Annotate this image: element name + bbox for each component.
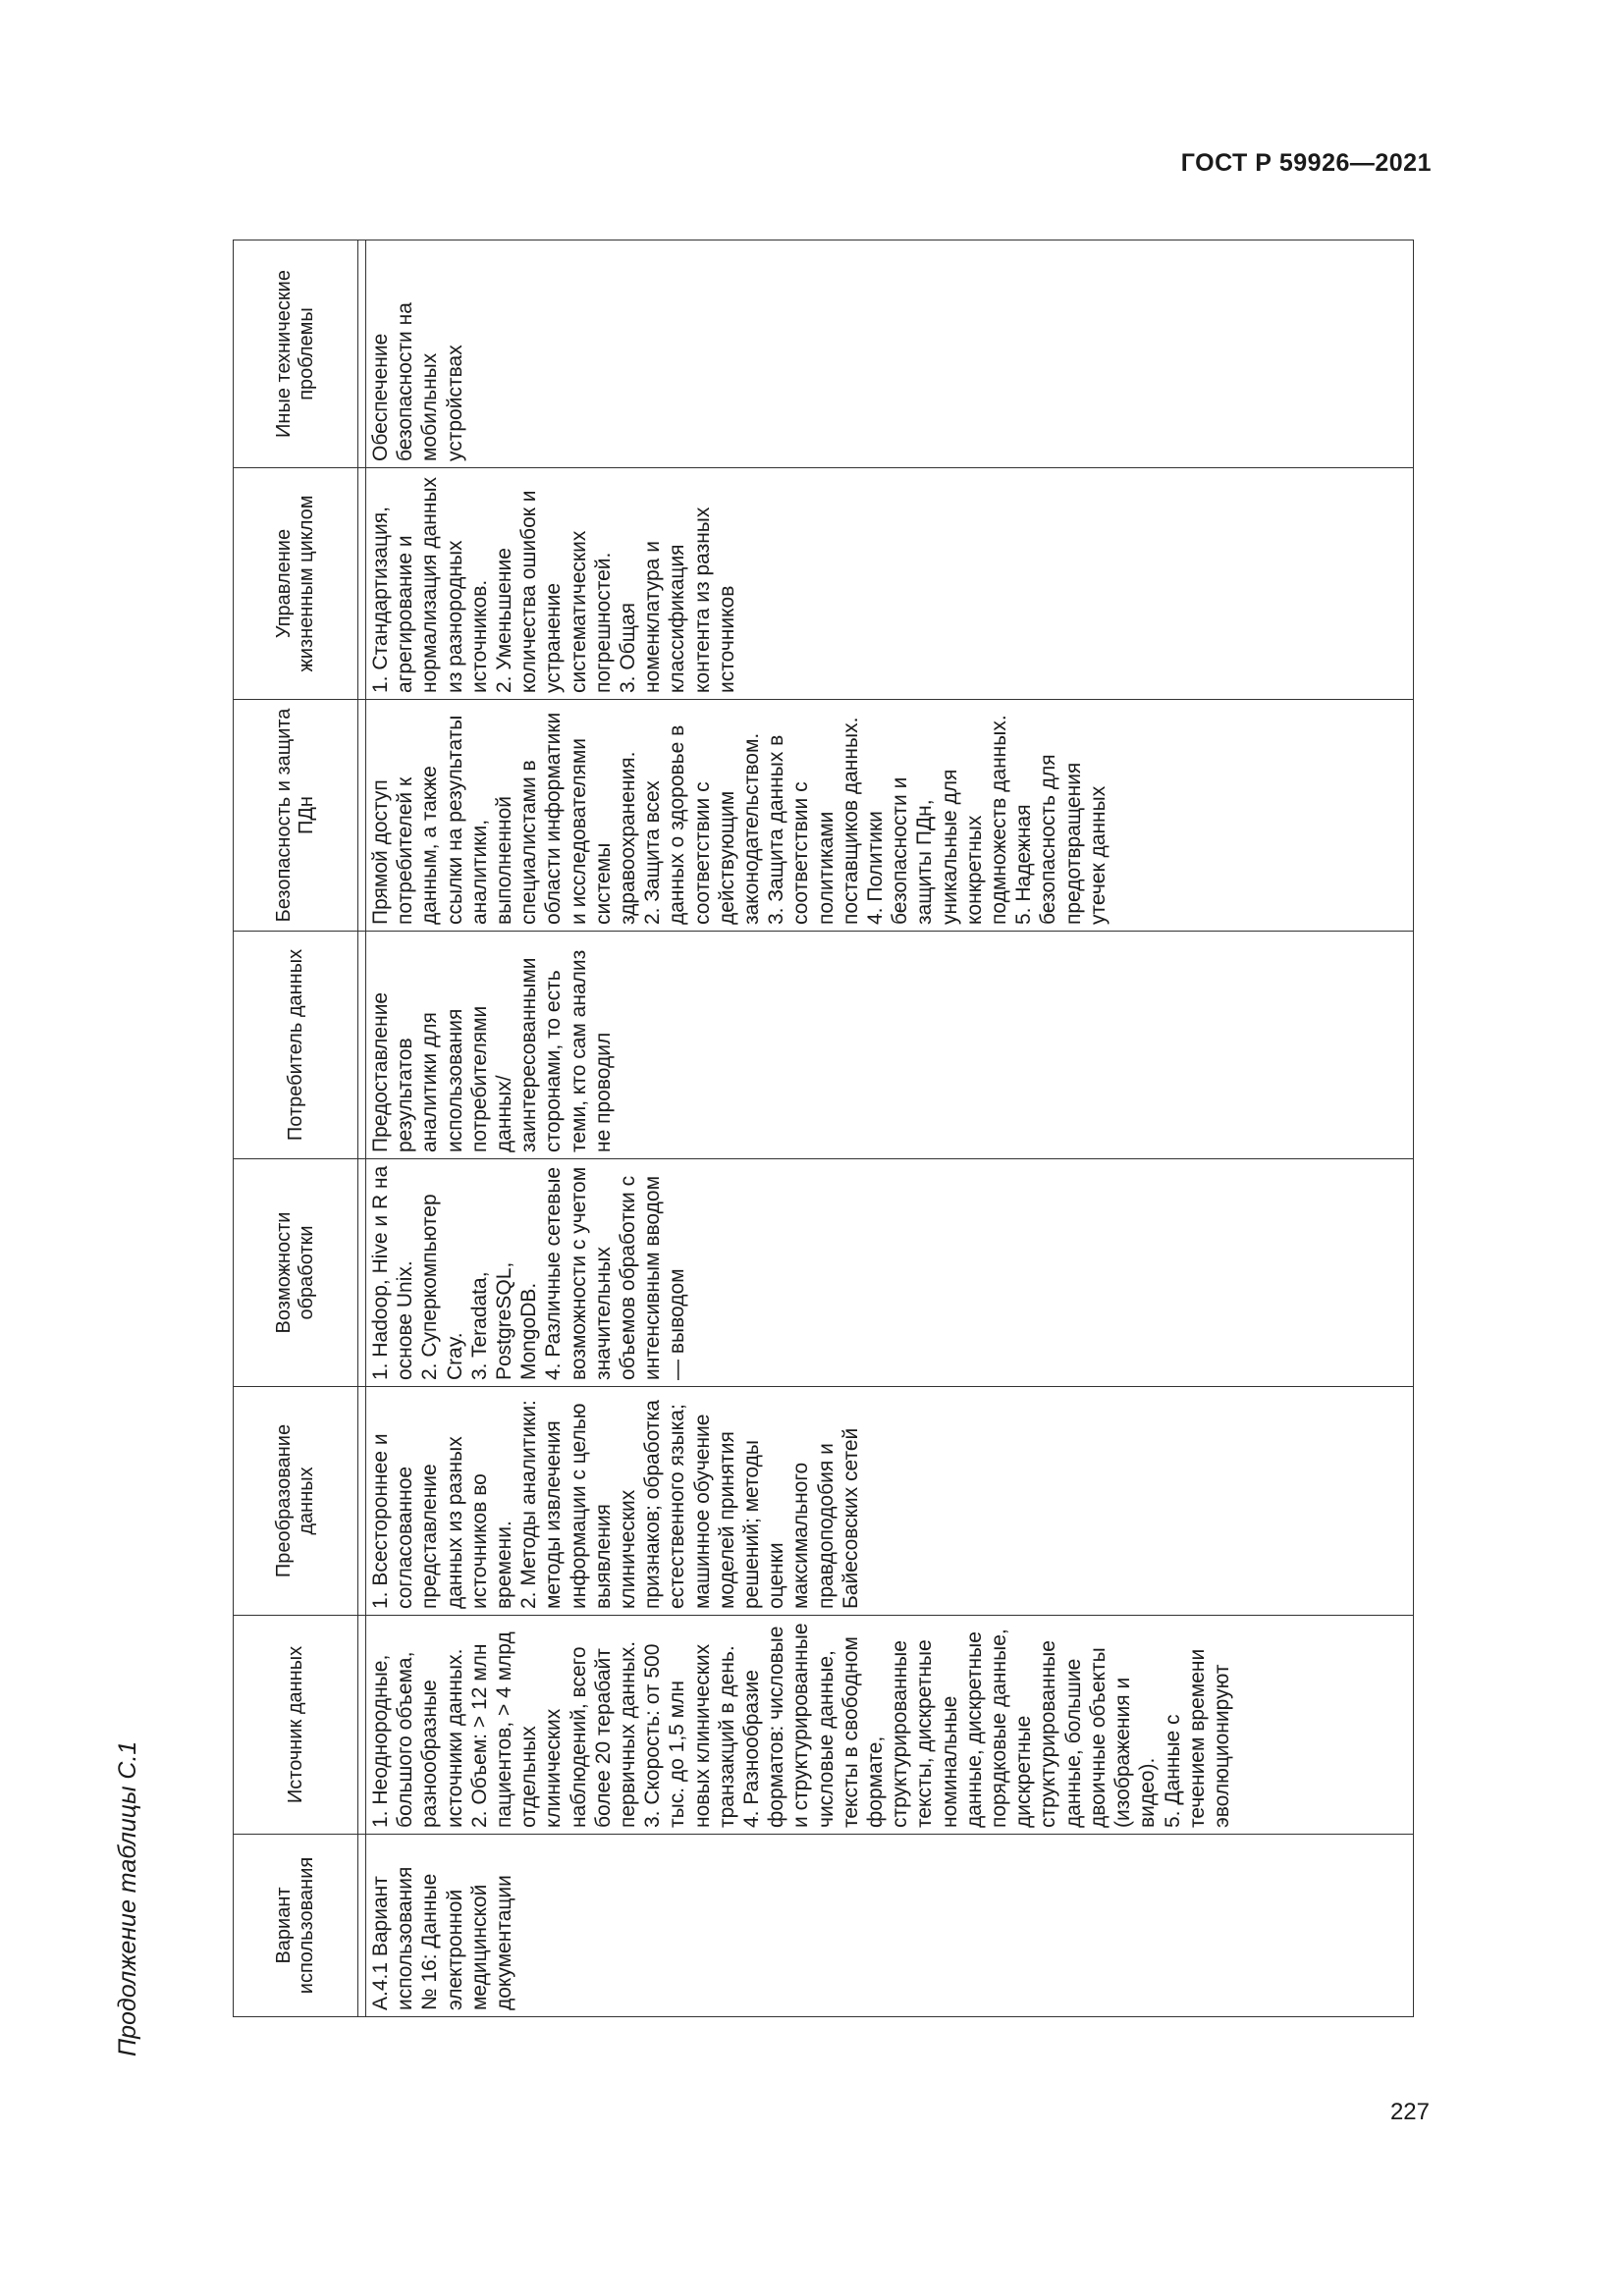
cell-processing <box>366 1159 1414 1387</box>
cell-use-case <box>366 1835 1414 2017</box>
list-item: 3. Скорость: от 500 тыс. до 1,5 млн новых клинических транзакций в день. <box>641 1643 738 1828</box>
table-caption: Продолжение таблицы С.1 <box>114 1740 141 2056</box>
column-header-lifecycle: Управление жизненным циклом <box>234 468 358 700</box>
cell-data-consumer <box>366 932 1414 1159</box>
column-header-use-case: Вариант использования <box>234 1835 358 2017</box>
cell-data-transformation <box>366 1387 1414 1616</box>
list-item: 5. Надежная безопасность для предотвращения утечек данных <box>1012 754 1110 925</box>
use-case-title: А.4.1 Вариант использования № 16: Данные электронной медицинской документации <box>369 1866 516 2010</box>
list-item: 2. Уменьшение количества ошибок и устранение систематических погрешностей. <box>493 490 615 693</box>
list-item: 3. Teradata, PostgreSQL, MongoDB. <box>467 1261 541 1380</box>
document-code-header: ГОСТ Р 59926—2021 <box>1180 149 1432 177</box>
list-item: 2. Защита всех данных о здоровье в соответствии с действующим законодательством. <box>641 724 764 925</box>
list-item: 2. Методы аналитики: методы извлечения информации с целью выявления клинических признаков; обработка естественного языка; машинное обучение моделей принятия решений; методы оценки максимального правдоподобия и Байесовских сетей <box>517 1400 862 1609</box>
table-header-row <box>234 240 358 2017</box>
column-header-data-transformation: Преобразование данных <box>234 1387 358 1616</box>
column-header-data-consumer: Потребитель данных <box>234 932 358 1159</box>
list-item: 1. Hadoop, Hive и R на основе Unix. <box>369 1165 417 1380</box>
list-item: Предоставление результатов аналитики для использования потребителями данных/заинтересованными сторонами, то есть теми, кто сам анализ не проводил <box>369 949 615 1152</box>
cell-other <box>366 240 1414 468</box>
list-item: Обеспечение безопасности на мобильных устройствах <box>369 302 466 461</box>
list-item: 5. Данные с течением времени эволюционируют <box>1161 1648 1233 1828</box>
list-item: 4. Разнообразие форматов: числовые и структурированные числовые данные, тексты в свободном формате, структурированные тексты, дискретные номинальные данные, дискретные порядковые данные, дискретные структурированные данные, большие двоичные объекты (изображения и видео). <box>740 1623 1160 1828</box>
list-item: 3. Защита данных в соответствии с политиками поставщиков данных. <box>765 717 862 925</box>
cell-security <box>366 700 1414 932</box>
list-item: 3. Общая номенклатура и классификация контента из разных источников <box>617 507 738 693</box>
list-item: 1. Всестороннее и согласованное представление данных из разных источников во времени. <box>369 1433 516 1609</box>
column-header-security: Безопасность и защита ПДн <box>234 700 358 932</box>
cell-lifecycle <box>366 468 1414 700</box>
table-row <box>366 240 1414 2017</box>
column-header-processing: Возможности обработки <box>234 1159 358 1387</box>
list-item: 2. Суперкомпьютер Cray. <box>418 1194 466 1380</box>
cell-data-source <box>366 1616 1414 1835</box>
column-header-data-source: Источник данных <box>234 1616 358 1835</box>
list-item: 2. Объем: > 12 млн пациентов, > 4 млрд отдельных клинических наблюдений, всего более 20 терабайт первичных данных. <box>467 1631 640 1828</box>
list-item: 4. Политики безопасности и защиты ПДн, уникальные для конкретных подмножеств данных. <box>864 715 1011 925</box>
rotated-table-page <box>113 230 1414 2056</box>
column-header-other: Иные технические проблемы <box>234 240 358 468</box>
header-separator <box>358 240 366 2017</box>
list-item: 1. Неоднородные, большого объема, разнообразные источники данных. <box>369 1648 466 1828</box>
page-number: 227 <box>1389 2099 1430 2125</box>
list-item: Прямой доступ потребителей к данным, а также ссылки на результаты аналитики, выполненной специалистами в области информатики и исследователями системы здравоохранения. <box>369 712 640 925</box>
list-item: 1. Стандартизация, агрегирование и нормализация данных из разнородных источников. <box>369 476 491 693</box>
usage-case-table <box>233 240 1414 2017</box>
list-item: 4. Различные сетевые возможности с учетом значительных объемов обработки с интенсивным вводом — выводом <box>542 1166 689 1380</box>
